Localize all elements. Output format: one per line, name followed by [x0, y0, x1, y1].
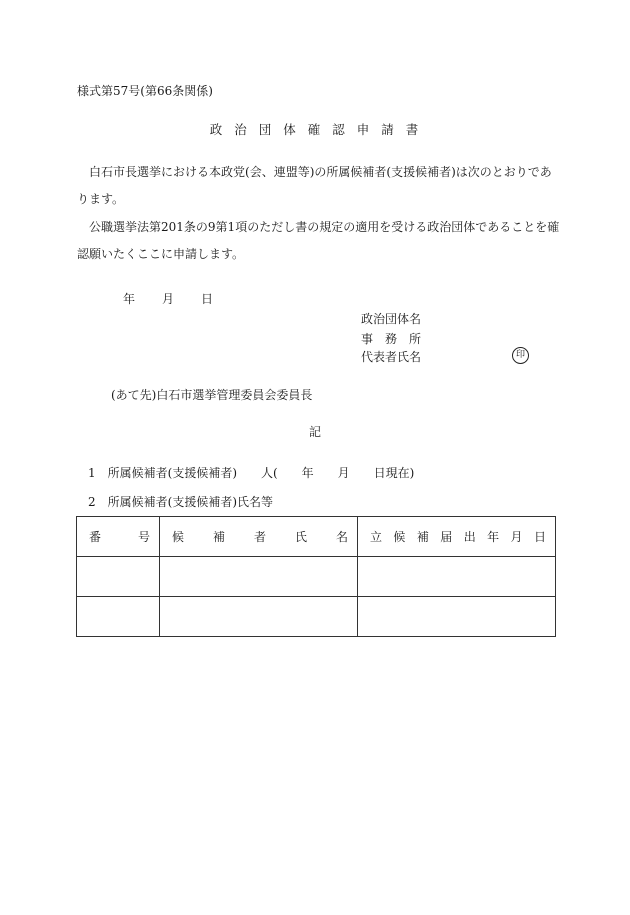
- cell-number[interactable]: [77, 597, 160, 637]
- org-name-label: 政治団体名: [361, 312, 422, 326]
- header-name-char: 候: [172, 529, 185, 544]
- application-date: [123, 293, 213, 305]
- header-date-char: 出: [463, 529, 476, 544]
- header-date-char: 届: [440, 529, 453, 544]
- header-number-char: 号: [137, 529, 150, 544]
- paragraph-1-line-2: ります。: [77, 192, 125, 206]
- cell-filing-date[interactable]: [358, 557, 556, 597]
- form-number: 様式第57号(第66条関係): [77, 84, 213, 98]
- seal-mark: 印: [512, 347, 529, 364]
- paragraph-1-text: 白石市長選挙における本政党(会、連盟等)の所属候補者(支援候補者)は次のとおりであ: [89, 165, 552, 179]
- date-day: 日: [201, 292, 214, 306]
- table-row: [77, 597, 556, 637]
- header-name-char: 名: [335, 529, 348, 544]
- cell-candidate-name[interactable]: [160, 597, 358, 637]
- header-number-char: 番: [89, 529, 102, 544]
- date-month: 月: [162, 292, 175, 306]
- office-label: 事 務 所: [361, 332, 422, 346]
- header-date-char: 日: [533, 529, 546, 544]
- header-date-char: 立: [370, 529, 383, 544]
- date-year: 年: [123, 292, 136, 306]
- header-name-char: 者: [253, 529, 266, 544]
- header-name-char: 氏: [294, 529, 307, 544]
- header-name-char: 補: [212, 529, 225, 544]
- paragraph-1-line-1: [77, 166, 557, 178]
- cell-filing-date[interactable]: [358, 597, 556, 637]
- header-date-char: 月: [510, 529, 523, 544]
- item-1: 1 所属候補者(支援候補者) 人( 年 月 日現在): [88, 466, 415, 480]
- header-filing-date: [358, 517, 556, 557]
- document-title: 政治団体確認申請書: [209, 122, 431, 137]
- representative-label: 代表者氏名: [361, 350, 422, 364]
- cell-number[interactable]: [77, 557, 160, 597]
- cell-candidate-name[interactable]: [160, 557, 358, 597]
- item-2: 2 所属候補者(支援候補者)氏名等: [88, 495, 273, 509]
- header-date-char: 候: [393, 529, 406, 544]
- candidate-table: [76, 516, 556, 637]
- table-row: [77, 557, 556, 597]
- paragraph-2-text: 公職選挙法第201条の9第1項のただし書の規定の適用を受ける政治団体であることを確: [89, 220, 560, 234]
- header-candidate-name: [160, 517, 358, 557]
- table-header-row: [77, 517, 556, 557]
- ki-heading: 記: [308, 425, 321, 439]
- header-number: [77, 517, 160, 557]
- paragraph-2-line-1: [77, 220, 560, 234]
- header-date-char: 年: [487, 529, 500, 544]
- addressee: (あて先)白石市選挙管理委員会委員長: [111, 388, 313, 402]
- paragraph-2-line-2: 認願いたくここに申請します。: [77, 247, 245, 261]
- header-date-char: 補: [416, 529, 429, 544]
